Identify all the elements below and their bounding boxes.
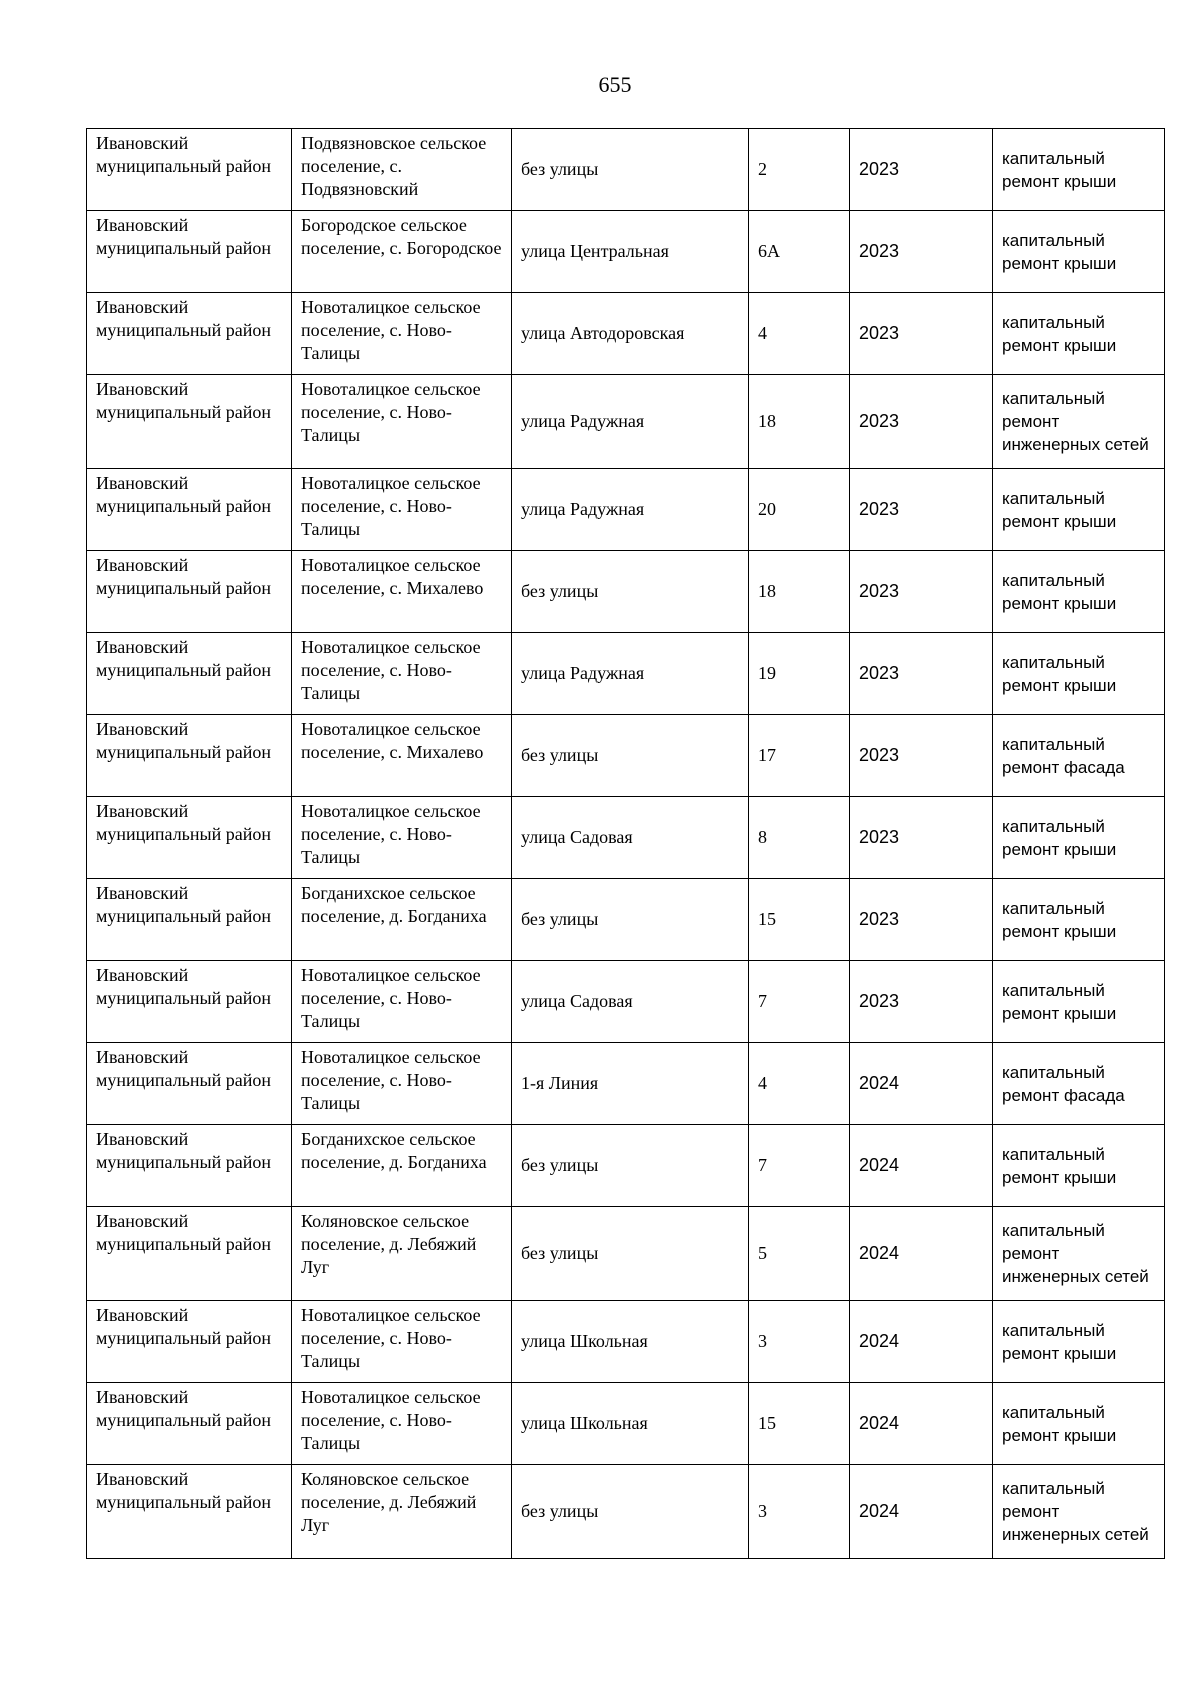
house-number-cell: 4: [749, 293, 850, 375]
district-cell: Ивановский муниципальный район: [87, 375, 292, 469]
house-number-cell: 8: [749, 797, 850, 879]
year-cell: 2023: [850, 797, 993, 879]
settlement-cell: Новоталицкое сельское поселение, с. Ново-Талицы: [292, 633, 512, 715]
street-cell: без улицы: [512, 1125, 749, 1207]
street-cell: без улицы: [512, 551, 749, 633]
work-type-cell: капитальный ремонт крыши: [993, 551, 1165, 633]
work-type-cell: капитальный ремонт инженерных сетей: [993, 1465, 1165, 1559]
table-row: [87, 1207, 1165, 1301]
settlement-cell: Новоталицкое сельское поселение, с. Ново-Талицы: [292, 1301, 512, 1383]
house-number-cell: 2: [749, 129, 850, 211]
table-row: [87, 551, 1165, 633]
table-row: [87, 797, 1165, 879]
street-cell: без улицы: [512, 1207, 749, 1301]
year-cell: 2023: [850, 715, 993, 797]
table-row: [87, 129, 1165, 211]
settlement-cell: Новоталицкое сельское поселение, с. Ново-Талицы: [292, 1043, 512, 1125]
district-cell: Ивановский муниципальный район: [87, 879, 292, 961]
district-cell: Ивановский муниципальный район: [87, 551, 292, 633]
table-row: [87, 633, 1165, 715]
street-cell: улица Автодоровская: [512, 293, 749, 375]
year-cell: 2024: [850, 1383, 993, 1465]
house-number-cell: 15: [749, 1383, 850, 1465]
house-number-cell: 19: [749, 633, 850, 715]
district-cell: Ивановский муниципальный район: [87, 469, 292, 551]
work-type-cell: капитальный ремонт крыши: [993, 211, 1165, 293]
year-cell: 2023: [850, 469, 993, 551]
table-row: [87, 1465, 1165, 1559]
district-cell: Ивановский муниципальный район: [87, 1125, 292, 1207]
district-cell: Ивановский муниципальный район: [87, 211, 292, 293]
work-type-cell: капитальный ремонт крыши: [993, 1125, 1165, 1207]
settlement-cell: Коляновское сельское поселение, д. Лебяжий Луг: [292, 1465, 512, 1559]
district-cell: Ивановский муниципальный район: [87, 1383, 292, 1465]
settlement-cell: Новоталицкое сельское поселение, с. Ново-Талицы: [292, 375, 512, 469]
street-cell: улица Школьная: [512, 1383, 749, 1465]
street-cell: улица Центральная: [512, 211, 749, 293]
house-number-cell: 18: [749, 551, 850, 633]
work-type-cell: капитальный ремонт крыши: [993, 293, 1165, 375]
settlement-cell: Новоталицкое сельское поселение, с. Михалево: [292, 551, 512, 633]
street-cell: улица Радужная: [512, 633, 749, 715]
table-row: [87, 1125, 1165, 1207]
year-cell: 2023: [850, 129, 993, 211]
district-cell: Ивановский муниципальный район: [87, 797, 292, 879]
work-type-cell: капитальный ремонт крыши: [993, 469, 1165, 551]
work-type-cell: капитальный ремонт крыши: [993, 797, 1165, 879]
street-cell: улица Садовая: [512, 797, 749, 879]
year-cell: 2024: [850, 1125, 993, 1207]
table-row: [87, 1383, 1165, 1465]
settlement-cell: Новоталицкое сельское поселение, с. Ново-Талицы: [292, 1383, 512, 1465]
work-type-cell: капитальный ремонт фасада: [993, 1043, 1165, 1125]
settlement-cell: Богданихское сельское поселение, д. Богданиха: [292, 879, 512, 961]
table-row: [87, 1301, 1165, 1383]
house-number-cell: 20: [749, 469, 850, 551]
year-cell: 2023: [850, 879, 993, 961]
year-cell: 2024: [850, 1465, 993, 1559]
settlement-cell: Новоталицкое сельское поселение, с. Ново-Талицы: [292, 293, 512, 375]
repair-schedule-table: [86, 128, 1165, 1559]
year-cell: 2023: [850, 961, 993, 1043]
street-cell: без улицы: [512, 879, 749, 961]
house-number-cell: 4: [749, 1043, 850, 1125]
settlement-cell: Новоталицкое сельское поселение, с. Ново-Талицы: [292, 797, 512, 879]
district-cell: Ивановский муниципальный район: [87, 1043, 292, 1125]
year-cell: 2024: [850, 1301, 993, 1383]
work-type-cell: капитальный ремонт крыши: [993, 633, 1165, 715]
year-cell: 2023: [850, 211, 993, 293]
work-type-cell: капитальный ремонт фасада: [993, 715, 1165, 797]
street-cell: без улицы: [512, 715, 749, 797]
table-row: [87, 469, 1165, 551]
street-cell: без улицы: [512, 129, 749, 211]
settlement-cell: Богородское сельское поселение, с. Богородское: [292, 211, 512, 293]
table-row: [87, 375, 1165, 469]
street-cell: без улицы: [512, 1465, 749, 1559]
district-cell: Ивановский муниципальный район: [87, 293, 292, 375]
house-number-cell: 7: [749, 1125, 850, 1207]
table-row: [87, 293, 1165, 375]
house-number-cell: 18: [749, 375, 850, 469]
work-type-cell: капитальный ремонт инженерных сетей: [993, 1207, 1165, 1301]
table-row: [87, 211, 1165, 293]
year-cell: 2023: [850, 551, 993, 633]
table-row: [87, 879, 1165, 961]
house-number-cell: 7: [749, 961, 850, 1043]
year-cell: 2023: [850, 375, 993, 469]
settlement-cell: Новоталицкое сельское поселение, с. Михалево: [292, 715, 512, 797]
street-cell: улица Радужная: [512, 469, 749, 551]
settlement-cell: Новоталицкое сельское поселение, с. Ново-Талицы: [292, 961, 512, 1043]
street-cell: 1-я Линия: [512, 1043, 749, 1125]
page-number: 655: [598, 72, 632, 97]
settlement-cell: Новоталицкое сельское поселение, с. Ново-Талицы: [292, 469, 512, 551]
house-number-cell: 15: [749, 879, 850, 961]
house-number-cell: 3: [749, 1301, 850, 1383]
year-cell: 2023: [850, 633, 993, 715]
work-type-cell: капитальный ремонт крыши: [993, 1301, 1165, 1383]
street-cell: улица Школьная: [512, 1301, 749, 1383]
district-cell: Ивановский муниципальный район: [87, 961, 292, 1043]
table-row: [87, 961, 1165, 1043]
table-row: [87, 715, 1165, 797]
work-type-cell: капитальный ремонт крыши: [993, 961, 1165, 1043]
house-number-cell: 5: [749, 1207, 850, 1301]
work-type-cell: капитальный ремонт крыши: [993, 1383, 1165, 1465]
district-cell: Ивановский муниципальный район: [87, 1301, 292, 1383]
street-cell: улица Садовая: [512, 961, 749, 1043]
settlement-cell: Коляновское сельское поселение, д. Лебяжий Луг: [292, 1207, 512, 1301]
district-cell: Ивановский муниципальный район: [87, 1465, 292, 1559]
work-type-cell: капитальный ремонт инженерных сетей: [993, 375, 1165, 469]
district-cell: Ивановский муниципальный район: [87, 715, 292, 797]
street-cell: улица Радужная: [512, 375, 749, 469]
district-cell: Ивановский муниципальный район: [87, 1207, 292, 1301]
year-cell: 2024: [850, 1207, 993, 1301]
settlement-cell: Подвязновское сельское поселение, с. Подвязновский: [292, 129, 512, 211]
settlement-cell: Богданихское сельское поселение, д. Богданиха: [292, 1125, 512, 1207]
house-number-cell: 6А: [749, 211, 850, 293]
district-cell: Ивановский муниципальный район: [87, 129, 292, 211]
year-cell: 2023: [850, 293, 993, 375]
year-cell: 2024: [850, 1043, 993, 1125]
house-number-cell: 17: [749, 715, 850, 797]
work-type-cell: капитальный ремонт крыши: [993, 879, 1165, 961]
table-row: [87, 1043, 1165, 1125]
house-number-cell: 3: [749, 1465, 850, 1559]
district-cell: Ивановский муниципальный район: [87, 633, 292, 715]
work-type-cell: капитальный ремонт крыши: [993, 129, 1165, 211]
